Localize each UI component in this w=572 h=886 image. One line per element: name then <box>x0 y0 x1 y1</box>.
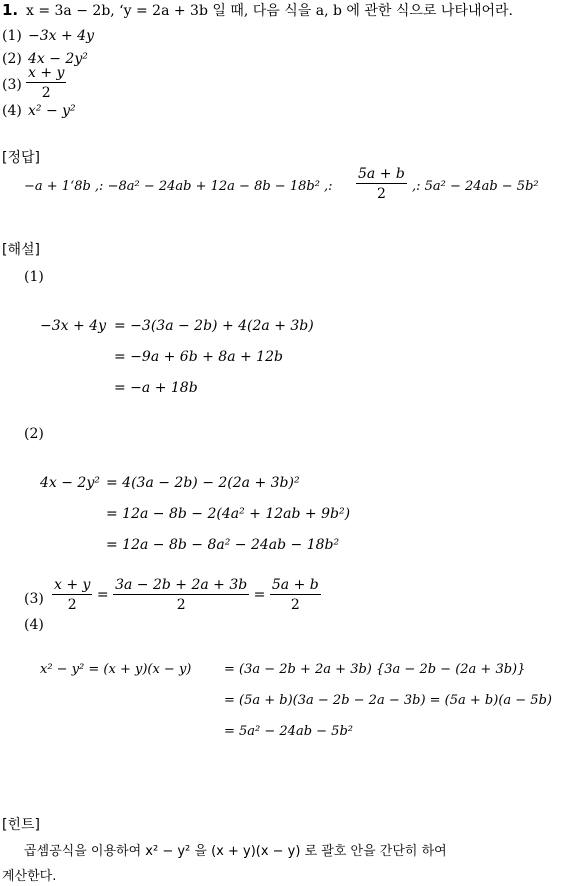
solution-2-lhs: 4x − 2y² <box>40 475 100 491</box>
solution-3-label: (3) <box>24 591 44 607</box>
item-3-label: (3) <box>2 77 22 93</box>
problem-statement: x = 3a − 2b, ‘y = 2a + 3b 일 때, 다음 식을 a, b 에 관한 식으로 나타내어라. <box>26 3 513 19</box>
item-2-label: (2) <box>2 51 22 67</box>
solution-3-f3-denominator: 2 <box>290 597 300 613</box>
solution-1-line-1: = −3(3a − 2b) + 4(2a + 3b) <box>114 318 314 334</box>
problem-number: 1. <box>2 1 19 19</box>
item-3-denominator: 2 <box>41 85 51 101</box>
solution-4-lhs: x² − y² = (x + y)(x − y) <box>40 662 192 677</box>
solution-3-f2-denominator: 2 <box>176 597 186 613</box>
solution-3-f3-numerator: 5a + b <box>271 577 319 593</box>
solution-2-line-2: = 12a − 8b − 2(4a² + 12ab + 9b²) <box>106 506 351 522</box>
solution-3-eq-2: = <box>253 587 266 603</box>
solution-4-line-1: = (3a − 2b + 2a + 3b) {3a − 2b − (2a + 3b)} <box>224 662 526 677</box>
answer-fraction <box>356 167 407 201</box>
item-2-expr: 4x − 2y² <box>28 51 88 67</box>
item-3-numerator: x + y <box>28 65 65 81</box>
solution-1-lhs: −3x + 4y <box>40 318 106 334</box>
solution-4-line-2: = (5a + b)(3a − 2b − 2a − 3b) = (5a + b)(a − 5b) <box>224 693 552 708</box>
solution-1-label: (1) <box>24 269 44 285</box>
solution-heading: [해설] <box>2 242 40 258</box>
item-1-label: (1) <box>2 28 22 44</box>
answer-frac-numerator: 5a + b <box>358 166 405 182</box>
solution-4-line-3: = 5a² − 24ab − 5b² <box>224 724 353 739</box>
solution-2-line-3: = 12a − 8b − 8a² − 24ab − 18b² <box>106 537 340 553</box>
solution-3-equation <box>52 578 321 612</box>
solution-1-line-2: = −9a + 6b + 8a + 12b <box>114 349 283 365</box>
answer-part2: ,: 5a² − 24ab − 5b² <box>412 179 539 194</box>
solution-1-line-3: = −a + 18b <box>114 380 198 396</box>
solution-2-line-1: = 4(3a − 2b) − 2(2a + 3b)² <box>106 475 300 491</box>
item-1-expr: −3x + 4y <box>28 28 94 44</box>
solution-4-label: (4) <box>24 617 44 633</box>
item-4-label: (4) <box>2 103 22 119</box>
hint-heading: [힌트] <box>2 817 40 833</box>
answer-frac-denominator: 2 <box>376 186 386 202</box>
hint-line-2: 계산한다. <box>2 869 57 884</box>
solution-3-f1-denominator: 2 <box>67 597 77 613</box>
solution-3-f1-numerator: x + y <box>54 577 91 593</box>
item-4-expr: x² − y² <box>28 103 76 119</box>
hint-line-1: 곱셈공식을 이용하여 x² − y² 을 (x + y)(x − y) 로 괄호 안을 간단히 하여 <box>24 844 447 859</box>
item-3-fraction <box>26 66 66 100</box>
answer-part1: −a + 1‘8b ,: −8a² − 24ab + 12a − 8b − 18b² ,: <box>24 179 333 194</box>
solution-2-label: (2) <box>24 426 44 442</box>
solution-3-f2-numerator: 3a − 2b + 2a + 3b <box>115 577 248 593</box>
solution-3-eq-1: = <box>96 587 109 603</box>
answer-heading: [정답] <box>2 150 40 166</box>
